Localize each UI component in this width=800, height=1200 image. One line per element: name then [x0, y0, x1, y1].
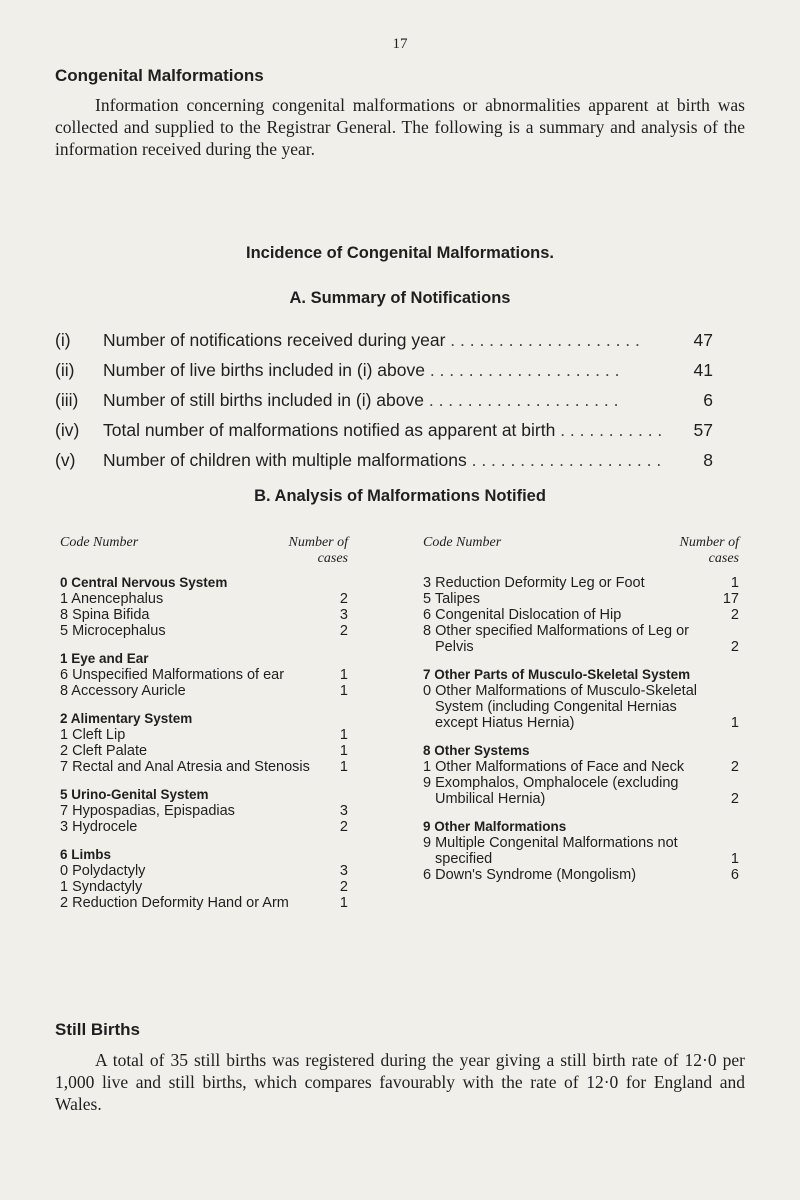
right-groups: [423, 575, 739, 883]
malformation-cases: 1: [339, 743, 348, 759]
summary-row: [55, 330, 713, 360]
malformation-cases: 3: [339, 803, 348, 819]
number-of-cases-header: Number of cases: [679, 535, 739, 566]
malformation-cases: 2: [730, 639, 739, 655]
malformation-cases: 1: [339, 759, 348, 775]
malformation-cases: 2: [730, 759, 739, 775]
malformation-label: 7 Hypospadias, Epispadias: [60, 803, 235, 819]
summary-row-value: 8: [703, 450, 713, 470]
malformation-label: 6 Down's Syndrome (Mongolism): [423, 867, 637, 883]
malformation-label: 1 Cleft Lip: [60, 727, 126, 743]
still-births-heading: Still Births: [55, 1020, 141, 1039]
malformation-group: [423, 819, 739, 883]
malformation-label: 0 Polydactyly: [60, 863, 146, 879]
malformation-group: [60, 787, 348, 835]
group-title: 7 Other Parts of Musculo-Skeletal System: [423, 667, 691, 682]
malformation-item: [60, 759, 348, 775]
malformation-label: 6 Congenital Dislocation of Hip: [423, 607, 622, 623]
malformation-item: [423, 607, 739, 623]
summary-row-number: (iii): [55, 390, 79, 410]
summary-row: [55, 450, 713, 480]
malformation-item: [423, 835, 739, 867]
malformation-cases: 1: [339, 683, 348, 699]
malformation-item: [60, 607, 348, 623]
malformation-label: 5 Talipes: [423, 591, 480, 607]
group-title: 6 Limbs: [60, 847, 112, 862]
malformation-label: 2 Reduction Deformity Hand or Arm: [60, 895, 289, 911]
summary-row-label: Number of notifications received during year . .: [103, 330, 663, 351]
page-number: 17: [392, 36, 408, 52]
malformation-group: [60, 847, 348, 911]
congenital-paragraph: Information concerning congenital malformations or abnormalities apparent at birth was collected and supplied to the Registrar General. The following is a summary and analysis of the information received during the year.: [55, 95, 745, 159]
summary-row-label: Total number of malformations notified as apparent at birth . .: [103, 420, 663, 441]
malformation-group: [423, 667, 739, 731]
malformation-label: 5 Microcephalus: [60, 623, 166, 639]
summary-row: [55, 390, 713, 420]
column-header: [423, 535, 739, 575]
malformation-label: 2 Cleft Palate: [60, 743, 148, 759]
malformation-item: [60, 591, 348, 607]
summary-row-value: 6: [703, 390, 713, 410]
summary-row-label: Number of live births included in (i) above . .: [103, 360, 663, 381]
analysis-right-column: [423, 535, 739, 895]
group-title: 0 Central Nervous System: [60, 575, 228, 590]
malformation-item: [60, 803, 348, 819]
summary-row: [55, 420, 713, 450]
number-of-cases-header: Number of cases: [288, 535, 348, 566]
malformation-label: 8 Accessory Auricle: [60, 683, 186, 699]
analysis-left-column: [60, 535, 348, 923]
malformation-item: [423, 867, 739, 883]
summary-row-value: 57: [693, 420, 713, 440]
incidence-heading: Incidence of Congenital Malformations.: [245, 244, 555, 262]
still-births-paragraph: A total of 35 still births was registered during the year giving a still birth rate of 12·0 per 1,000 live and still births, which compares favourably with the rate of 12·0 for England and Wales.: [55, 1050, 745, 1114]
group-title: 5 Urino-Genital System: [60, 787, 209, 802]
summary-heading: A. Summary of Notifications: [289, 289, 511, 307]
malformation-group: [60, 711, 348, 775]
malformation-item: [60, 683, 348, 699]
malformation-item: [60, 863, 348, 879]
summary-row-value: 41: [693, 360, 713, 380]
group-title: 2 Alimentary System: [60, 711, 193, 726]
summary-row: [55, 360, 713, 390]
malformation-item: [60, 743, 348, 759]
malformation-label: 3 Hydrocele: [60, 819, 138, 835]
malformation-cases: 1: [339, 895, 348, 911]
group-title: 1 Eye and Ear: [60, 651, 149, 666]
column-header: [60, 535, 348, 575]
malformation-label: 9 Multiple Congenital Malformations not specified: [423, 835, 678, 867]
group-title: 8 Other Systems: [423, 743, 530, 758]
analysis-heading: B. Analysis of Malformations Notified: [254, 487, 546, 505]
malformation-item: [423, 575, 739, 591]
malformation-cases: 1: [730, 851, 739, 867]
malformation-cases: 2: [730, 791, 739, 807]
malformation-label: 0 Other Malformations of Musculo-Skeletal System (including Congenital Hernias except Hiatus Hernia): [423, 683, 697, 731]
malformation-label: 1 Anencephalus: [60, 591, 164, 607]
malformation-cases: 1: [730, 715, 739, 731]
malformation-item: [423, 683, 739, 731]
malformation-cases: 6: [730, 867, 739, 883]
malformation-item: [423, 623, 739, 655]
malformation-item: [423, 591, 739, 607]
malformation-cases: 2: [339, 819, 348, 835]
malformation-cases: 2: [730, 607, 739, 623]
malformation-item: [60, 667, 348, 683]
malformation-cases: 3: [339, 863, 348, 879]
malformation-label: 3 Reduction Deformity Leg or Foot: [423, 575, 645, 591]
malformation-item: [423, 759, 739, 775]
malformation-label: 7 Rectal and Anal Atresia and Stenosis: [60, 759, 310, 775]
summary-row-number: (v): [55, 450, 76, 470]
summary-row-number: (ii): [55, 360, 75, 380]
malformation-label: 6 Unspecified Malformations of ear: [60, 667, 285, 683]
malformation-group: [423, 575, 739, 655]
malformation-cases: 3: [339, 607, 348, 623]
code-number-header: Code Number: [60, 535, 139, 550]
malformation-item: [60, 879, 348, 895]
malformation-group: [60, 575, 348, 639]
code-number-header: Code Number: [423, 535, 502, 550]
summary-row-number: (iv): [55, 420, 80, 440]
malformation-group: [60, 651, 348, 699]
malformation-item: [60, 623, 348, 639]
summary-row-value: 47: [693, 330, 713, 350]
malformation-cases: 1: [339, 667, 348, 683]
malformation-cases: 1: [730, 575, 739, 591]
malformation-item: [423, 775, 739, 807]
summary-row-number: (i): [55, 330, 71, 350]
malformation-group: [423, 743, 739, 807]
malformation-cases: 17: [722, 591, 739, 607]
left-groups: [60, 575, 348, 911]
malformation-label: 8 Spina Bifida: [60, 607, 150, 623]
malformation-item: [60, 895, 348, 911]
summary-list: [55, 330, 713, 480]
malformation-cases: 2: [339, 879, 348, 895]
group-title: 9 Other Malformations: [423, 819, 567, 834]
malformation-cases: 1: [339, 727, 348, 743]
summary-row-label: Number of still births included in (i) above . .: [103, 390, 663, 411]
malformation-cases: 2: [339, 623, 348, 639]
malformation-label: 9 Exomphalos, Omphalocele (excluding Umbilical Hernia): [423, 775, 679, 807]
summary-row-label: Number of children with multiple malformations . .: [103, 450, 663, 471]
congenital-heading: Congenital Malformations: [55, 66, 264, 85]
malformation-item: [60, 819, 348, 835]
malformation-cases: 2: [339, 591, 348, 607]
malformation-label: 1 Syndactyly: [60, 879, 143, 895]
malformation-item: [60, 727, 348, 743]
malformation-label: 1 Other Malformations of Face and Neck: [423, 759, 685, 775]
malformation-label: 8 Other specified Malformations of Leg or Pelvis: [423, 623, 689, 655]
